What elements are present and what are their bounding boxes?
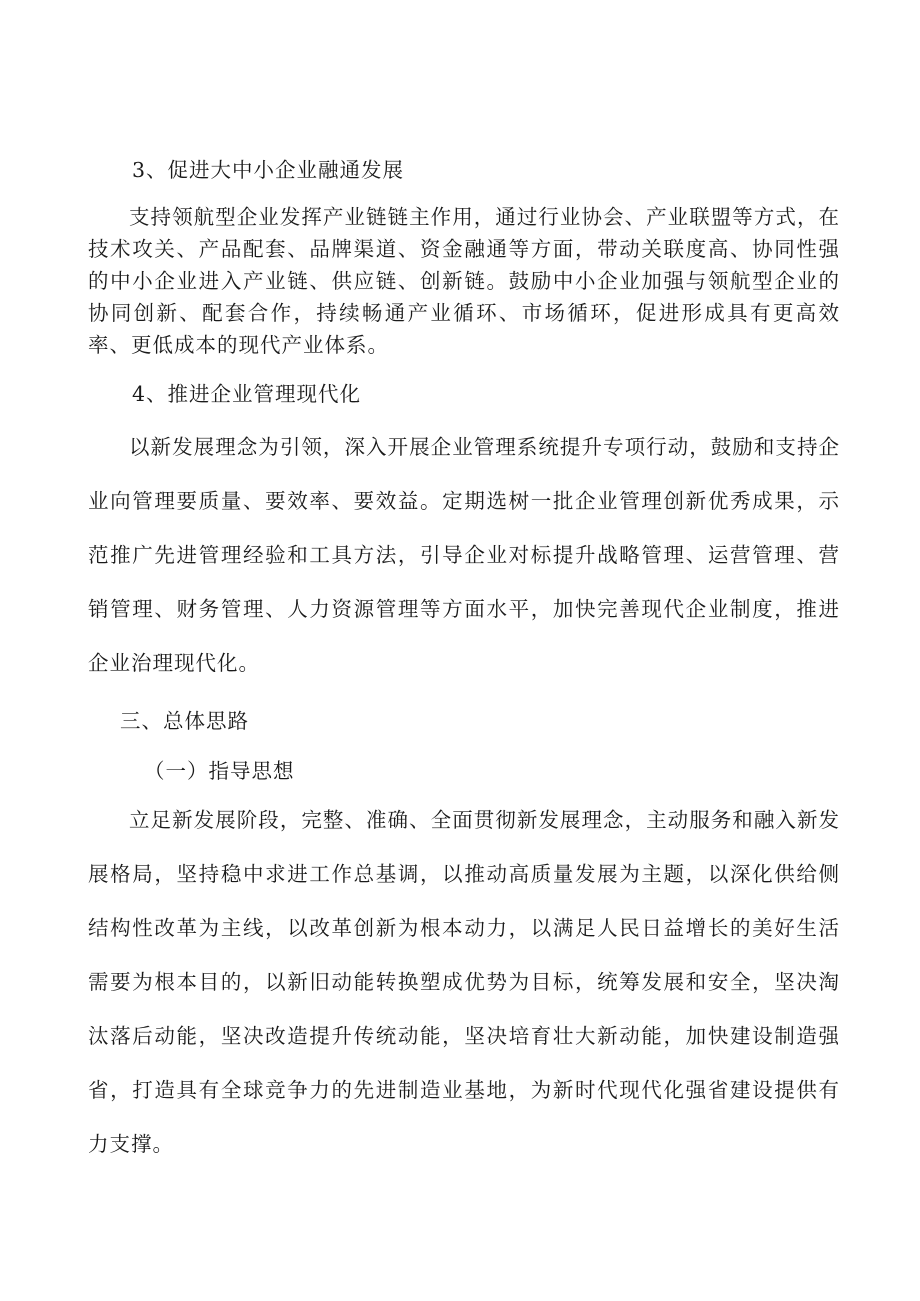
section-3-paragraph: 支持领航型企业发挥产业链链主作用，通过行业协会、产业联盟等方式，在技术攻关、产品配套、品牌渠道、资金融通等方面，带动关联度高、协同性强的中小企业进入产业链、供应链、创新链。鼓励中小企业加强与领航型企业的协同创新、配套合作，持续畅通产业循环、市场循环，促进形成具有更高效率、更低成本的现代产业体系。 <box>88 205 840 357</box>
section-4-paragraph: 以新发展理念为引领，深入开展企业管理系统提升专项行动，鼓励和支持企业向管理要质量、要效率、要效益。定期选树一批企业管理创新优秀成果，示范推广先进管理经验和工具方法，引导企业对标提升战略管理、运营管理、营销管理、财务管理、人力资源管理等方面水平，加快完善现代企业制度，推进企业治理现代化。 <box>88 435 840 675</box>
guiding-ideology-paragraph: 立足新发展阶段，完整、准确、全面贯彻新发展理念，主动服务和融入新发展格局，坚持稳中求进工作总基调，以推动高质量发展为主题，以深化供给侧结构性改革为主线，以改革创新为根本动力，以满足人民日益增长的美好生活需要为根本目的，以新旧动能转换塑成优势为目标，统筹发展和安全，坚决淘汰落后动能，坚决改造提升传统动能，坚决培育壮大新动能，加快建设制造强省，打造具有全球竞争力的先进制造业基地，为新时代现代化强省建设提供有力支撑。 <box>88 808 840 1156</box>
guiding-ideology-heading: （一）指导思想 <box>144 759 295 783</box>
section-4-heading: 4、推进企业管理现代化 <box>132 382 362 406</box>
section-3-heading: 3、促进大中小企业融通发展 <box>132 158 405 182</box>
chapter-3-heading: 三、总体思路 <box>120 709 249 733</box>
